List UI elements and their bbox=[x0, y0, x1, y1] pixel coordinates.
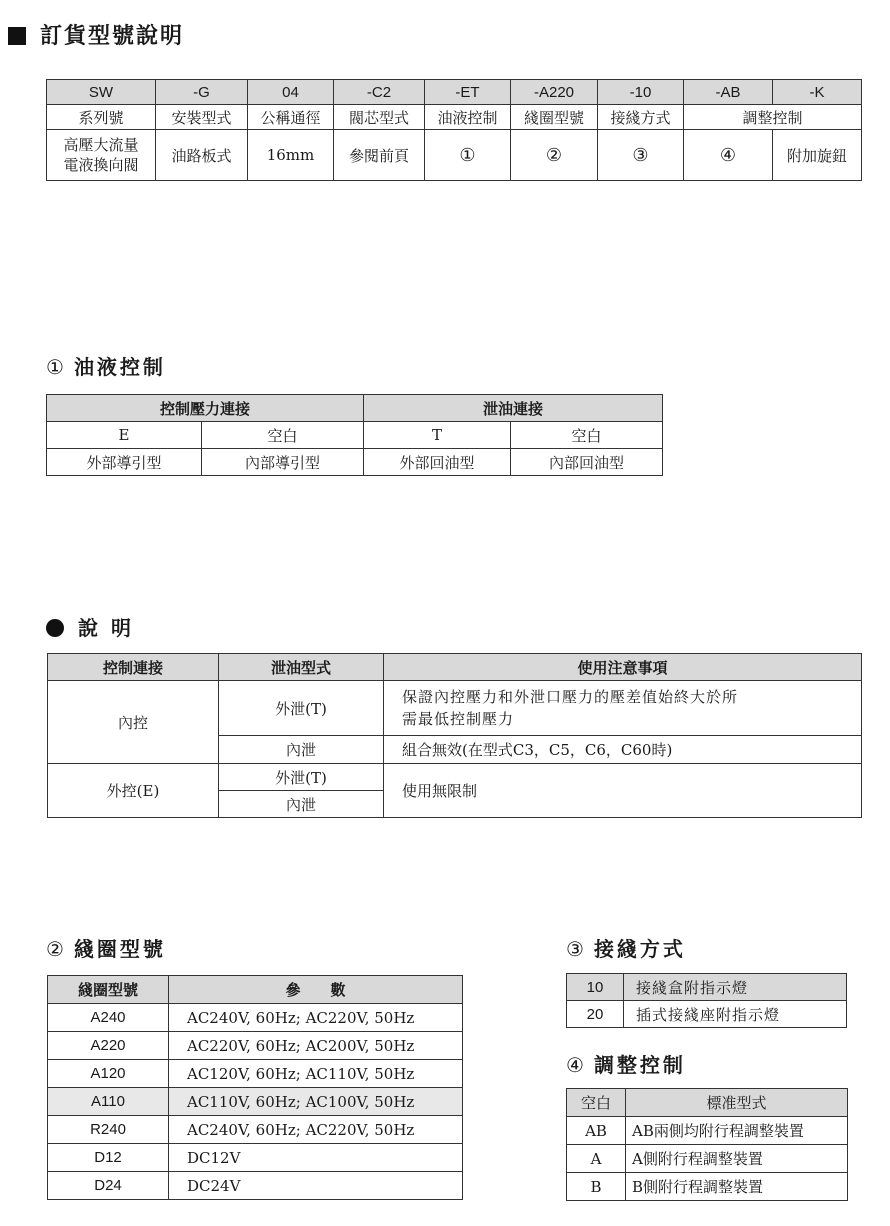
coil-param-cell: AC240V, 60Hz; AC220V, 50Hz bbox=[169, 1004, 463, 1032]
coil-code-cell: A110 bbox=[48, 1088, 169, 1116]
order-code-table bbox=[46, 79, 862, 181]
code-cell: 04 bbox=[248, 80, 334, 105]
note-row bbox=[48, 681, 862, 736]
note-cell bbox=[384, 681, 862, 736]
code-cell: -A220 bbox=[511, 80, 598, 105]
section-title-text: 油液控制 bbox=[73, 355, 166, 379]
oil-code-row bbox=[47, 422, 663, 449]
note-row bbox=[48, 764, 862, 791]
code-cell: -ET bbox=[425, 80, 511, 105]
adjust-desc-cell: AB兩側均附行程調整裝置 bbox=[626, 1117, 848, 1145]
note-cell: 組合無效(在型式C3，C5，C6，C60時) bbox=[384, 736, 862, 764]
note-section-title bbox=[46, 614, 134, 642]
code-cell: SW bbox=[47, 80, 156, 105]
section-title-text: 接綫方式 bbox=[593, 937, 686, 961]
desc-cell: 外部回油型 bbox=[364, 449, 511, 476]
header-cell: 控制連接 bbox=[48, 654, 219, 681]
group-header-cell: 泄油連接 bbox=[364, 395, 663, 422]
adjust-row bbox=[567, 1145, 848, 1173]
coil-param-cell: AC240V, 60Hz; AC220V, 50Hz bbox=[169, 1116, 463, 1144]
code-cell: -AB bbox=[684, 80, 773, 105]
coil-row bbox=[48, 1116, 463, 1144]
note-cell: 使用無限制 bbox=[384, 764, 862, 818]
code-cell: -K bbox=[773, 80, 862, 105]
order-value-row bbox=[47, 130, 862, 181]
coil-table bbox=[47, 975, 463, 1200]
header-cell: 公稱通徑 bbox=[248, 105, 334, 130]
series-name-line1: 高壓大流量 bbox=[63, 136, 139, 154]
header-cell: 閥芯型式 bbox=[334, 105, 425, 130]
value-cell: ① bbox=[425, 130, 511, 181]
section-number: ④ bbox=[566, 1053, 584, 1077]
drain-cell: 內泄 bbox=[219, 791, 384, 818]
header-cell: 調整控制 bbox=[684, 105, 862, 130]
coil-code-cell: A240 bbox=[48, 1004, 169, 1032]
drain-cell: 內泄 bbox=[219, 736, 384, 764]
control-cell: 內控 bbox=[48, 681, 219, 764]
wire-code-cell: 20 bbox=[567, 1001, 624, 1028]
group-header-cell: 控制壓力連接 bbox=[47, 395, 364, 422]
section-title-text: 說 明 bbox=[78, 616, 134, 640]
coil-param-cell: AC120V, 60Hz; AC110V, 50Hz bbox=[169, 1060, 463, 1088]
note-line1: 保證內控壓力和外泄口壓力的壓差值始終大於所 bbox=[402, 688, 739, 706]
adjust-desc-cell: B側附行程調整裝置 bbox=[626, 1173, 848, 1201]
header-cell: 標准型式 bbox=[626, 1089, 848, 1117]
section-title-text: 調整控制 bbox=[593, 1053, 686, 1077]
wire-row bbox=[567, 1001, 847, 1028]
header-cell: 綫圈型號 bbox=[48, 976, 169, 1004]
series-name-cell bbox=[47, 130, 156, 181]
desc-cell: 內部導引型 bbox=[202, 449, 364, 476]
order-code-row bbox=[47, 80, 862, 105]
coil-row bbox=[48, 1004, 463, 1032]
note-line2: 需最低控制壓力 bbox=[402, 710, 515, 728]
value-cell: ③ bbox=[598, 130, 684, 181]
desc-cell: 內部回油型 bbox=[511, 449, 663, 476]
coil-header-row bbox=[48, 976, 463, 1004]
header-cell: 油液控制 bbox=[425, 105, 511, 130]
wire-desc-cell: 插式接綫座附指示燈 bbox=[624, 1001, 847, 1028]
header-cell: 參 數 bbox=[169, 976, 463, 1004]
value-cell: 16mm bbox=[248, 130, 334, 181]
square-bullet-icon bbox=[8, 27, 26, 45]
coil-code-cell: D12 bbox=[48, 1144, 169, 1172]
page-title-text: 訂貨型號說明 bbox=[40, 24, 185, 49]
wiring-table bbox=[566, 973, 847, 1028]
coil-param-cell: AC220V, 60Hz; AC200V, 50Hz bbox=[169, 1032, 463, 1060]
code-cell: -C2 bbox=[334, 80, 425, 105]
adjust-header-row bbox=[567, 1089, 848, 1117]
oil-section-title bbox=[46, 353, 166, 381]
coil-code-cell: A220 bbox=[48, 1032, 169, 1060]
note-header-row bbox=[48, 654, 862, 681]
coil-row bbox=[48, 1172, 463, 1200]
value-cell: ② bbox=[511, 130, 598, 181]
coil-section-title bbox=[46, 935, 166, 963]
adjust-code-cell: B bbox=[567, 1173, 626, 1201]
coil-param-cell: AC110V, 60Hz; AC100V, 50Hz bbox=[169, 1088, 463, 1116]
header-cell: 接綫方式 bbox=[598, 105, 684, 130]
coil-code-cell: A120 bbox=[48, 1060, 169, 1088]
header-cell: 泄油型式 bbox=[219, 654, 384, 681]
code-cell: T bbox=[364, 422, 511, 449]
coil-row bbox=[48, 1032, 463, 1060]
desc-cell: 外部導引型 bbox=[47, 449, 202, 476]
wire-desc-cell: 接綫盒附指示燈 bbox=[624, 974, 847, 1001]
coil-code-cell: D24 bbox=[48, 1172, 169, 1200]
order-header-row bbox=[47, 105, 862, 130]
section-number: ① bbox=[46, 355, 64, 379]
value-cell: ④ bbox=[684, 130, 773, 181]
drain-cell: 外泄(T) bbox=[219, 681, 384, 736]
adjust-row bbox=[567, 1173, 848, 1201]
coil-row bbox=[48, 1144, 463, 1172]
coil-code-cell: R240 bbox=[48, 1116, 169, 1144]
code-cell: E bbox=[47, 422, 202, 449]
usage-note-table bbox=[47, 653, 862, 818]
header-cell: 綫圈型號 bbox=[511, 105, 598, 130]
section-title-text: 綫圈型號 bbox=[73, 937, 166, 961]
value-cell: 油路板式 bbox=[156, 130, 248, 181]
header-cell: 使用注意事項 bbox=[384, 654, 862, 681]
page-title bbox=[8, 22, 184, 52]
adjust-table bbox=[566, 1088, 848, 1201]
adjust-code-cell: A bbox=[567, 1145, 626, 1173]
coil-param-cell: DC12V bbox=[169, 1144, 463, 1172]
section-number: ③ bbox=[566, 937, 584, 961]
oil-desc-row bbox=[47, 449, 663, 476]
wire-code-cell: 10 bbox=[567, 974, 624, 1001]
wire-section-title bbox=[566, 935, 686, 963]
coil-row bbox=[48, 1060, 463, 1088]
round-bullet-icon bbox=[46, 619, 64, 637]
adjust-code-cell: AB bbox=[567, 1117, 626, 1145]
coil-param-cell: DC24V bbox=[169, 1172, 463, 1200]
code-cell: 空白 bbox=[511, 422, 663, 449]
code-cell: 空白 bbox=[202, 422, 364, 449]
value-cell: 參閱前頁 bbox=[334, 130, 425, 181]
header-cell: 安裝型式 bbox=[156, 105, 248, 130]
drain-cell: 外泄(T) bbox=[219, 764, 384, 791]
code-cell: -10 bbox=[598, 80, 684, 105]
header-cell: 空白 bbox=[567, 1089, 626, 1117]
oil-group-header-row bbox=[47, 395, 663, 422]
adjust-row bbox=[567, 1117, 848, 1145]
control-cell: 外控(E) bbox=[48, 764, 219, 818]
value-cell: 附加旋鈕 bbox=[773, 130, 862, 181]
wire-row bbox=[567, 974, 847, 1001]
adjust-desc-cell: A側附行程調整裝置 bbox=[626, 1145, 848, 1173]
section-number: ② bbox=[46, 937, 64, 961]
coil-row bbox=[48, 1088, 463, 1116]
series-name-line2: 電液換向閥 bbox=[63, 156, 139, 174]
header-cell: 系列號 bbox=[47, 105, 156, 130]
oil-control-table bbox=[46, 394, 663, 476]
adjust-section-title bbox=[566, 1051, 686, 1079]
code-cell: -G bbox=[156, 80, 248, 105]
